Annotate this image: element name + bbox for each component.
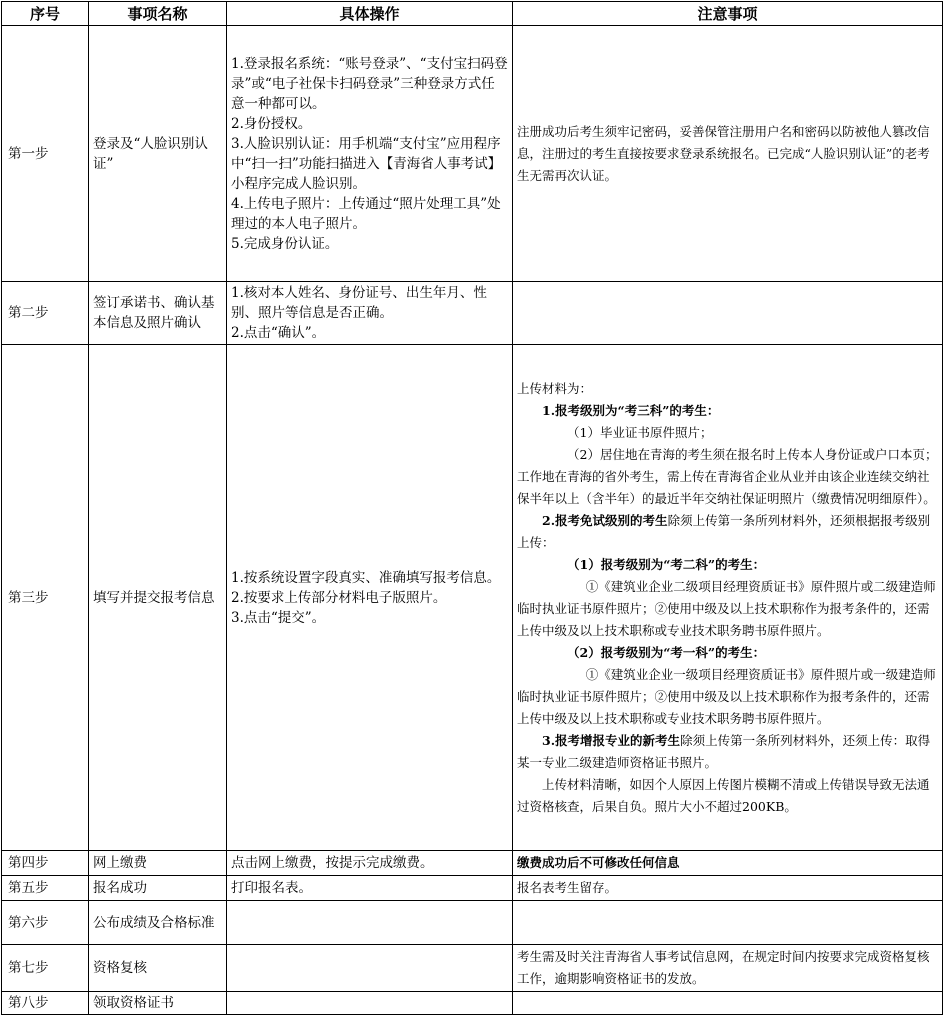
step-number: 第一步 — [2, 26, 89, 282]
notes-section-2-title: 2.报考免试级别的考生 — [542, 512, 668, 528]
step-ops — [227, 345, 513, 851]
step-notes — [513, 345, 943, 851]
op-line: 1.登录报名系统：“账号登录”、“支付宝扫码登录”或“电子社保卡扫码登录”三种登录方式任意一种都可以。 — [231, 55, 508, 112]
table-row — [2, 901, 943, 945]
step-ops — [227, 851, 513, 876]
step-number: 第八步 — [2, 992, 89, 1015]
table-row — [2, 282, 943, 345]
step-ops — [227, 26, 513, 282]
notes-section-2a-body: ①《建筑业企业二级项目经理资质证书》原件照片或二级建造师临时执业证书原件照片；②使用中级及以上技术职称作为报考条件的，还需上传中级及以上技术职称或专业技术职务聘书原件照片。 — [517, 578, 936, 638]
table-row — [2, 945, 943, 992]
notes-intro: 上传材料为： — [517, 380, 593, 396]
op-line: 2.点击“确认”。 — [231, 325, 326, 341]
step-number: 第六步 — [2, 901, 89, 945]
op-line: 3.人脸识别认证：用手机端“支付宝”应用程序中“扫一扫”功能扫描进入【青海省人事考试】小程序完成人脸识别。 — [231, 135, 502, 192]
op-line: 3.点击“提交”。 — [231, 609, 326, 626]
step-notes — [513, 992, 943, 1015]
op-line: 2.身份授权。 — [231, 115, 312, 132]
step-number: 第七步 — [2, 945, 89, 992]
op-line: 打印报名表。 — [231, 880, 312, 896]
step-notes — [513, 282, 943, 345]
notes-tail: 上传材料清晰，如因个人原因上传图片模糊不清或上传错误导致无法通过资格核查，后果自负。照片大小不超过200KB。 — [517, 776, 930, 814]
op-line: 1.按系统设置字段真实、准确填写报考信息。 — [231, 569, 501, 586]
step-ops — [227, 901, 513, 945]
step-item: 网上缴费 — [89, 851, 227, 876]
table-row — [2, 345, 943, 851]
header-ops: 具体操作 — [227, 2, 513, 26]
op-line: 点击网上缴费，按提示完成缴费。 — [231, 855, 434, 871]
notes-section-2b-body: ①《建筑业企业一级项目经理资质证书》原件照片或一级建造师临时执业证书原件照片；②使用中级及以上技术职称作为报考条件的，还需上传中级及以上技术职称或专业技术职务聘书原件照片。 — [517, 666, 936, 726]
step-item: 填写并提交报考信息 — [89, 345, 227, 851]
op-line: 1.核对本人姓名、身份证号、出生年月、性别、照片等信息是否正确。 — [231, 285, 487, 321]
notes-section-1-a: （1）毕业证书原件照片； — [567, 424, 713, 440]
step-ops — [227, 282, 513, 345]
table-row — [2, 876, 943, 901]
step-number: 第二步 — [2, 282, 89, 345]
step-notes: 注册成功后考生须牢记密码，妥善保管注册用户名和密码以防被他人篡改信息，注册过的考生直接按要求登录系统报名。已完成“人脸识别认证”的老考生无需再次认证。 — [513, 26, 943, 282]
notes-section-3-title: 3.报考增报专业的新考生 — [542, 732, 681, 748]
notes-section-2b-title: （2）报考级别为“考一科”的考生： — [567, 644, 766, 660]
table-row — [2, 26, 943, 282]
notes-section-1-b: （2）居住地在青海的考生须在报名时上传本人身份证或户口本页；工作地在青海的省外考生，需上传在青海省企业从业并由该企业连续交纳社保半年以上（含半年）的最近半年交纳社保证明照片（缴费情况明细原件）。 — [517, 446, 938, 506]
table-row — [2, 851, 943, 876]
step-item: 登录及“人脸识别认证” — [89, 26, 227, 282]
op-line: 4.上传电子照片：上传通过“照片处理工具”处理过的本人电子照片。 — [231, 195, 501, 232]
step-item: 报名成功 — [89, 876, 227, 901]
step-notes: 缴费成功后不可修改任何信息 — [513, 851, 943, 876]
header-seq: 序号 — [2, 2, 89, 26]
step-ops — [227, 992, 513, 1015]
step-notes — [513, 901, 943, 945]
table-row — [2, 992, 943, 1015]
header-notes: 注意事项 — [513, 2, 943, 26]
step-number: 第四步 — [2, 851, 89, 876]
step-number: 第三步 — [2, 345, 89, 851]
header-item: 事项名称 — [89, 2, 227, 26]
header-row — [2, 2, 943, 26]
step-ops — [227, 876, 513, 901]
op-line: 5.完成身份认证。 — [231, 235, 339, 252]
step-number: 第五步 — [2, 876, 89, 901]
notes-section-2a-title: （1）报考级别为“考二科”的考生： — [567, 556, 766, 572]
step-item: 公布成绩及合格标准 — [89, 901, 227, 945]
notes-section-2-rest: 除须上传第一条所列材料外，还须根据报考级别上传： — [517, 512, 931, 550]
notes-section-1-title: 1.报考级别为“考三科”的考生： — [542, 402, 720, 418]
step-item: 领取资格证书 — [89, 992, 227, 1015]
registration-steps-table — [1, 1, 943, 1015]
step-ops — [227, 945, 513, 992]
step-notes: 考生需及时关注青海省人事考试信息网，在规定时间内按要求完成资格复核工作，逾期影响资格证书的发放。 — [513, 945, 943, 992]
notes-section-3-rest: 除须上传第一条所列材料外，还须上传：取得某一专业二级建造师资格证书照片。 — [517, 732, 931, 770]
step-notes: 报名表考生留存。 — [513, 876, 943, 901]
step-item: 签订承诺书、确认基本信息及照片确认 — [89, 282, 227, 345]
op-line: 2.按要求上传部分材料电子版照片。 — [231, 589, 447, 606]
step-item: 资格复核 — [89, 945, 227, 992]
